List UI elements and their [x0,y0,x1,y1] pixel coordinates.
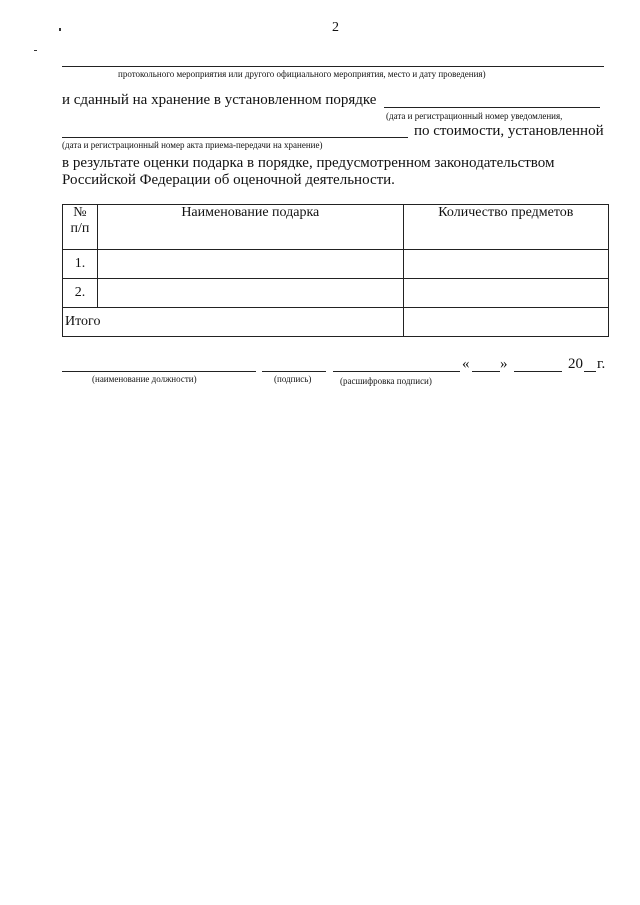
cost-text: по стоимости, установленной [414,123,604,139]
header-caption: протокольного мероприятия или другого официального мероприятия, место и дату проведения) [118,69,486,79]
header-number-line1: № [73,205,87,220]
row-quantity[interactable] [403,279,608,308]
decoding-caption: (расшифровка подписи) [340,376,432,386]
table-header-row [63,205,609,250]
date-year-suffix: г. [597,356,606,372]
total-label: Итого [63,308,404,337]
header-number [63,205,98,250]
signature-field-line [262,371,326,372]
act-caption: (дата и регистрационный номер акта приема-передачи на хранение) [62,140,323,150]
date-year-prefix: 20 [568,356,583,372]
date-day-line [472,371,500,372]
position-caption: (наименование должности) [92,374,197,384]
table-total-row [63,308,609,337]
date-month-line [514,371,562,372]
storage-text: и сданный на хранение в установленном порядке [62,92,377,108]
position-field-line [62,371,256,372]
signature-caption: (подпись) [274,374,312,384]
row-quantity[interactable] [403,250,608,279]
decoding-field-line [333,371,460,372]
table-row [63,250,609,279]
header-quantity: Количество предметов [403,205,608,250]
scan-speck [34,50,37,51]
top-rule [62,66,604,67]
evaluation-line-2: Российской Федерации об оценочной деятельности. [62,172,395,188]
notice-field-line [384,107,600,108]
act-field-line [62,137,408,138]
date-quote-close: » [500,356,508,372]
scan-speck [59,28,61,31]
page-number: 2 [332,20,339,35]
total-quantity[interactable] [403,308,608,337]
row-number: 2. [63,279,98,308]
table-row [63,279,609,308]
evaluation-line-1: в результате оценки подарка в порядке, предусмотренном законодательством [62,155,555,171]
date-year-line [584,371,596,372]
date-quote-open: « [462,356,470,372]
notice-caption: (дата и регистрационный номер уведомления, [386,111,563,121]
gifts-table [62,204,609,337]
row-gift-name[interactable] [97,279,403,308]
header-number-line2: п/п [70,221,90,236]
row-number: 1. [63,250,98,279]
header-gift-name: Наименование подарка [97,205,403,250]
row-gift-name[interactable] [97,250,403,279]
